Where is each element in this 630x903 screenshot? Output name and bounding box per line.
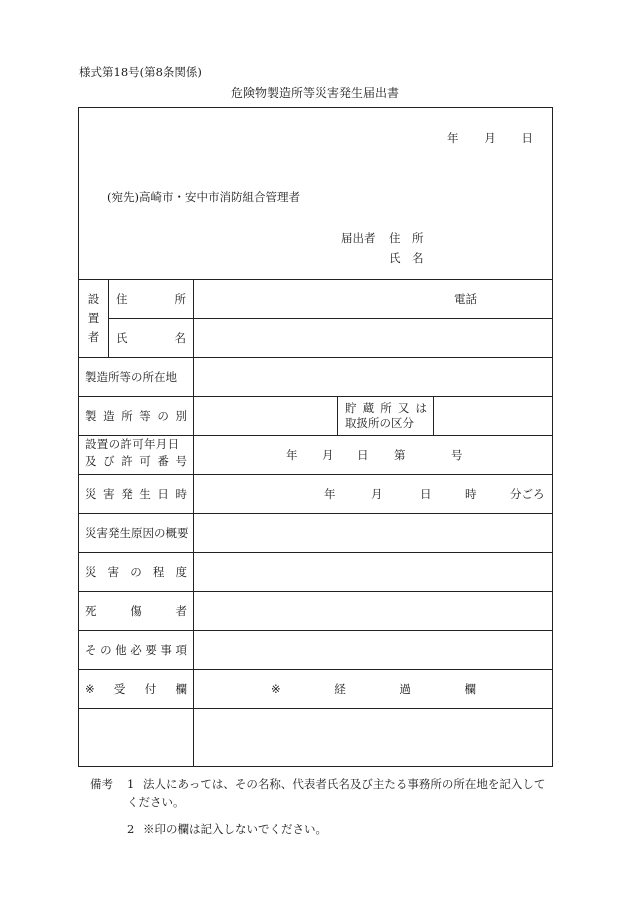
other-matters-label: そ の 他 必 要 事 項 <box>85 642 187 657</box>
permit-number-prefix: 第 <box>394 447 406 462</box>
incident-month-label: 月 <box>371 486 383 501</box>
storage-classification-label: 貯 蔵 所 又 は 取扱所の区分 <box>345 401 427 430</box>
incident-hour-label: 時 <box>465 486 477 501</box>
reception-column-label: ※ 受 付 欄 <box>85 681 187 696</box>
cause-summary-field[interactable] <box>194 514 551 551</box>
incident-day-label: 日 <box>420 486 432 501</box>
notes-heading: 備考 <box>90 777 113 791</box>
progress-field <box>194 709 551 766</box>
reception-field <box>80 709 192 766</box>
installer-name-field[interactable] <box>194 319 551 356</box>
damage-extent-field[interactable] <box>194 553 551 590</box>
installer-group-label: 設 置 者 <box>87 291 100 344</box>
permit-day-label: 日 <box>357 447 369 462</box>
cause-summary-label: 災害発生原因の概要 <box>85 525 189 540</box>
location-field[interactable] <box>194 358 551 395</box>
permit-month-label: 月 <box>322 447 334 462</box>
facility-type-field[interactable] <box>194 397 336 434</box>
form-table <box>78 107 553 767</box>
facility-type-label: 製 造 所 等 の 別 <box>85 408 187 423</box>
note-2-number: 2 <box>127 822 135 836</box>
installer-address-label: 住 所 <box>116 291 186 306</box>
incident-minute-label: 分ごろ <box>510 486 545 501</box>
incident-year-label: 年 <box>324 486 336 501</box>
incident-datetime-label: 災 害 発 生 日 時 <box>85 486 187 501</box>
installer-name-label: 氏 名 <box>116 330 186 345</box>
note-1-text: 法人にあっては、その名称、代表者氏名及び主たる事務所の所在地を記入して <box>143 777 546 791</box>
form-number: 様式第18号(第8条関係) <box>79 65 202 79</box>
permit-number-suffix: 号 <box>451 447 463 462</box>
casualties-label: 死 傷 者 <box>85 603 187 618</box>
form-title: 危険物製造所等災害発生届出書 <box>230 86 399 100</box>
storage-classification-field[interactable] <box>434 397 551 434</box>
other-matters-field[interactable] <box>194 631 551 668</box>
notifier-label: 届出者 <box>341 231 376 245</box>
installer-phone-label: 電話 <box>454 291 477 306</box>
damage-extent-label: 災 害 の 程 度 <box>85 564 187 579</box>
installer-address-field[interactable] <box>194 280 452 317</box>
permit-year-label: 年 <box>286 447 298 462</box>
addressee: (宛先)高崎市・安中市消防組合管理者 <box>107 190 300 204</box>
note-1-continuation: ください。 <box>127 795 185 809</box>
progress-column-label: ※ 経 過 欄 <box>271 681 476 696</box>
casualties-field[interactable] <box>194 592 551 629</box>
note-1-number: 1 <box>127 777 135 791</box>
submission-date: 年 月 日 <box>447 131 533 145</box>
permit-label: 設置の許可年月日 及 び 許 可 番 号 <box>85 437 187 468</box>
location-label: 製造所等の所在地 <box>85 369 177 384</box>
notifier-name-label: 氏 名 <box>389 251 424 265</box>
note-2-text: ※印の欄は記入しないでください。 <box>143 822 327 836</box>
notifier-address-label: 住 所 <box>389 231 424 245</box>
